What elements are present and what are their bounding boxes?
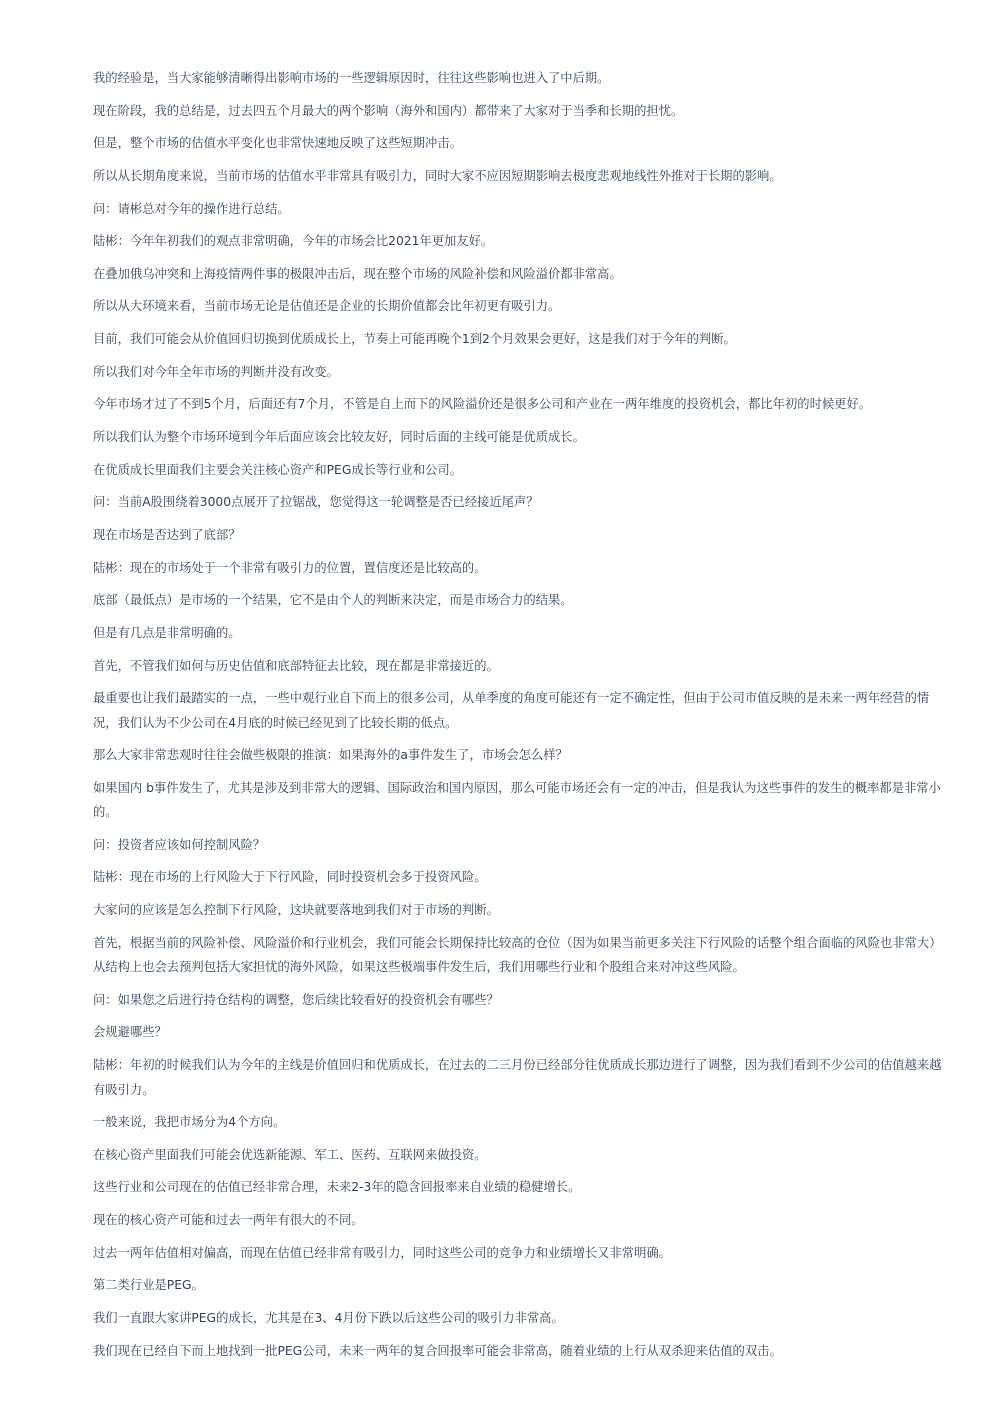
paragraph: 首先，根据当前的风险补偿、风险溢价和行业机会，我们可能会长期保持比较高的仓位（因为如果当前更多关注下行风险的话整个组合面临的风险也非常大）从结构上也会去预判包括大家担忧的海外风险，如果这些极端事件发生后，我们用哪些行业和个股组合来对冲这些风险。 [93,935,942,975]
paragraph: 我的经验是，当大家能够清晰得出影响市场的一些逻辑原因时，往往这些影响也进入了中后期。 [93,71,610,85]
paragraph: 底部（最低点）是市场的一个结果，它不是由个人的判断来决定，而是市场合力的结果。 [93,593,573,608]
answer-paragraph: 陆彬：现在的市场处于一个非常有吸引力的位置，置信度还是比较高的。 [93,560,487,575]
paragraph: 过去一两年估值相对偏高，而现在估值已经非常有吸引力，同时这些公司的竞争力和业绩增长又非常明确。 [93,1245,671,1260]
paragraph: 一般来说，我把市场分为4个方向。 [93,1115,286,1130]
answer-paragraph: 陆彬：现在市场的上行风险大于下行风险，同时投资机会多于投资风险。 [93,870,487,885]
question-paragraph: 问：请彬总对今年的操作进行总结。 [93,201,290,216]
paragraph: 我们现在已经自下而上地找到一批PEG公司，未来一两年的复合回报率可能会非常高，随着业绩的上行从双杀迎来估值的双击。 [93,1343,782,1358]
answer-paragraph: 陆彬：年初的时候我们认为今年的主线是价值回归和优质成长，在过去的二三月份已经部分往优质成长那边进行了调整，因为我们看到不少公司的估值越来越有吸引力。 [93,1058,942,1097]
paragraph: 那么大家非常悲观时往往会做些极限的推演：如果海外的a事件发生了，市场会怎么样？ [93,748,568,763]
paragraph: 今年市场才过了不到5个月，后面还有7个月，不管是自上而下的风险溢价还是很多公司和产业在一两年维度的投资机会，都比年初的时候更好。 [93,397,872,412]
paragraph: 现在市场是否达到了底部？ [93,527,241,542]
paragraph: 最重要也让我们最踏实的一点，一些中观行业自下而上的很多公司，从单季度的角度可能还有一定不确定性，但由于公司市值反映的是未来一两年经营的情况，我们认为不少公司在4月底的时候已经见到了比较长期的低点。 [93,691,930,730]
paragraph: 会规避哪些？ [93,1025,167,1040]
paragraph: 第二类行业是PEG。 [93,1278,204,1293]
question-paragraph: 问：投资者应该如何控制风险？ [93,837,266,852]
document-body [93,66,945,1371]
question-paragraph: 问：如果您之后进行持仓结构的调整，您后续比较看好的投资机会有哪些？ [93,992,499,1007]
paragraph: 在优质成长里面我们主要会关注核心资产和PEG成长等行业和公司。 [93,462,463,477]
paragraph: 现在阶段，我的总结是，过去四五个月最大的两个影响（海外和国内）都带来了大家对于当季和长期的担忧。 [93,103,684,118]
paragraph: 所以从长期角度来说，当前市场的估值水平非常具有吸引力，同时大家不应因短期影响去极度悲观地线性外推对于长期的影响。 [93,168,782,183]
paragraph: 但是，整个市场的估值水平变化也非常快速地反映了这些短期冲击。 [93,136,462,151]
paragraph: 目前，我们可能会从价值回归切换到优质成长上，节奏上可能再晚个1到2个月效果会更好，这是我们对于今年的判断。 [93,332,736,347]
paragraph: 在叠加俄乌冲突和上海疫情两件事的极限冲击后，现在整个市场的风险补偿和风险溢价都非常高。 [93,266,622,281]
paragraph: 所以从大环境来看，当前市场无论是估值还是企业的长期价值都会比年初更有吸引力。 [93,299,561,314]
question-paragraph: 问：当前A股围绕着3000点展开了拉锯战，您觉得这一轮调整是否已经接近尾声？ [93,495,539,510]
paragraph: 所以我们认为整个市场环境到今年后面应该会比较友好，同时后面的主线可能是优质成长。 [93,430,585,445]
paragraph: 但是有几点是非常明确的。 [93,625,241,640]
paragraph: 现在的核心资产可能和过去一两年有很大的不同。 [93,1212,364,1227]
paragraph: 我们一直跟大家讲PEG的成长，尤其是在3、4月份下跌以后这些公司的吸引力非常高。 [93,1310,564,1325]
paragraph: 大家问的应该是怎么控制下行风险，这块就要落地到我们对于市场的判断。 [93,903,499,918]
answer-paragraph: 陆彬：今年年初我们的观点非常明确，今年的市场会比2021年更加友好。 [93,234,494,249]
paragraph: 如果国内 b事件发生了，尤其是涉及到非常大的逻辑、国际政治和国内原因，那么可能市场还会有一定的冲击，但是我认为这些事件的发生的概率都是非常小的。 [93,780,941,820]
paragraph: 首先，不管我们如何与历史估值和底部特征去比较，现在都是非常接近的。 [93,658,499,673]
paragraph: 这些行业和公司现在的估值已经非常合理，未来2-3年的隐含回报率来自业绩的稳健增长。 [93,1180,581,1195]
paragraph: 在核心资产里面我们可能会优选新能源、军工、医药、互联网来做投资。 [93,1147,487,1162]
paragraph: 所以我们对今年全年市场的判断并没有改变。 [93,364,339,379]
